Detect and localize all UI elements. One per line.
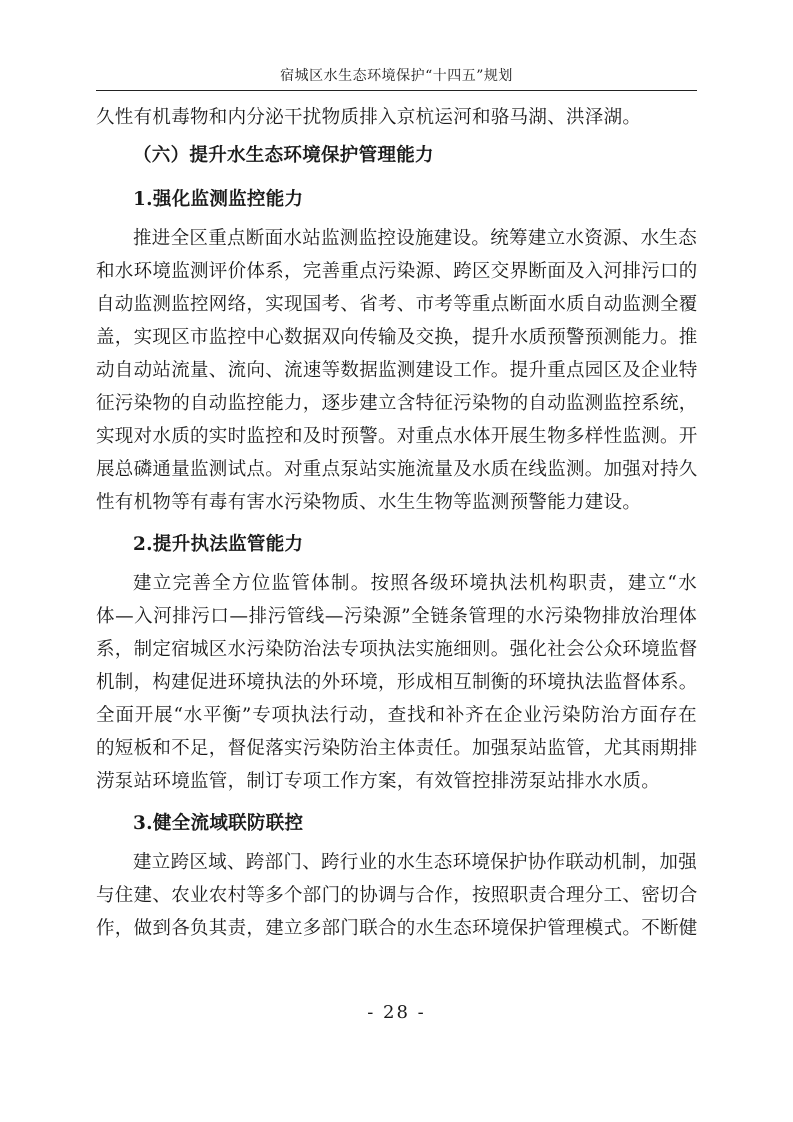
header-rule [96, 90, 697, 91]
paragraph-line: 展总磷通量监测试点。对重点泵站实施流量及水质在线监测。加强对持久 [96, 459, 698, 480]
paragraph-line: 实现对水质的实时监控和及时预警。对重点水体开展生物多样性监测。开 [96, 426, 698, 447]
paragraph-line: 涝泵站环境监管，制订专项工作方案，有效管控排涝泵站排水水质。 [96, 771, 661, 792]
paragraph-line: 建立完善全方位监管体制。按照各级环境执法机构职责，建立“水 [133, 573, 697, 594]
paragraph-line: 与住建、农业农村等多个部门的协调与合作，按照职责合理分工、密切合 [96, 885, 698, 906]
subsection-heading-1: 1.强化监测监控能力 [133, 189, 304, 210]
subsection-heading-2: 2.提升执法监管能力 [133, 534, 304, 555]
paragraph-line: 盖，实现区市监控中心数据双向传输及交换，提升水质预警预测能力。推 [96, 327, 698, 348]
subsection-heading-3: 3.健全流域联防联控 [133, 813, 304, 834]
paragraph-enforcement [96, 567, 697, 798]
paragraph-line: 征污染物的自动监控能力，逐步建立含特征污染物的自动监测监控系统， [96, 393, 698, 414]
page-number: - 28 - [367, 1002, 426, 1023]
paragraph-monitoring [96, 222, 697, 519]
paragraph-line: 建立跨区域、跨部门、跨行业的水生态环境保护协作联动机制，加强 [133, 852, 698, 873]
continuation-line: 久性有机毒物和内分泌干扰物质排入京杭运河和骆马湖、洪泽湖。 [96, 107, 642, 128]
paragraph-line: 动自动站流量、流向、流速等数据监测建设工作。提升重点园区及企业特 [96, 360, 698, 381]
running-header: 宿城区水生态环境保护“十四五”规划 [280, 68, 513, 84]
paragraph-coordination [96, 846, 697, 945]
paragraph-line: 自动监测监控网络，实现国考、省考、市考等重点断面水质自动监测全覆 [96, 294, 698, 315]
paragraph-line: 体—入河排污口—排污管线—污染源”全链条管理的水污染物排放治理体 [96, 606, 697, 627]
paragraph-line: 和水环境监测评价体系，完善重点污染源、跨区交界断面及入河排污口的 [96, 261, 698, 282]
paragraph-line: 推进全区重点断面水站监测监控设施建设。统筹建立水资源、水生态 [133, 228, 698, 249]
page-body [96, 101, 697, 945]
paragraph-line: 作，做到各负其责，建立多部门联合的水生态环境保护管理模式。不断健 [96, 918, 698, 939]
paragraph-line: 系，制定宿城区水污染防治法专项执法实施细则。强化社会公众环境监督 [96, 639, 698, 660]
section-heading: （六）提升水生态环境保护管理能力 [133, 145, 434, 166]
paragraph-line: 性有机物等有毒有害水污染物质、水生生物等监测预警能力建设。 [96, 492, 642, 513]
paragraph-line: 机制，构建促进环境执法的外环境，形成相互制衡的环境执法监督体系。 [96, 672, 698, 693]
paragraph-line: 全面开展“水平衡”专项执法行动，查找和补齐在企业污染防治方面存在 [96, 705, 697, 726]
paragraph-line: 的短板和不足，督促落实污染防治主体责任。加强泵站监管，尤其雨期排 [96, 738, 698, 759]
